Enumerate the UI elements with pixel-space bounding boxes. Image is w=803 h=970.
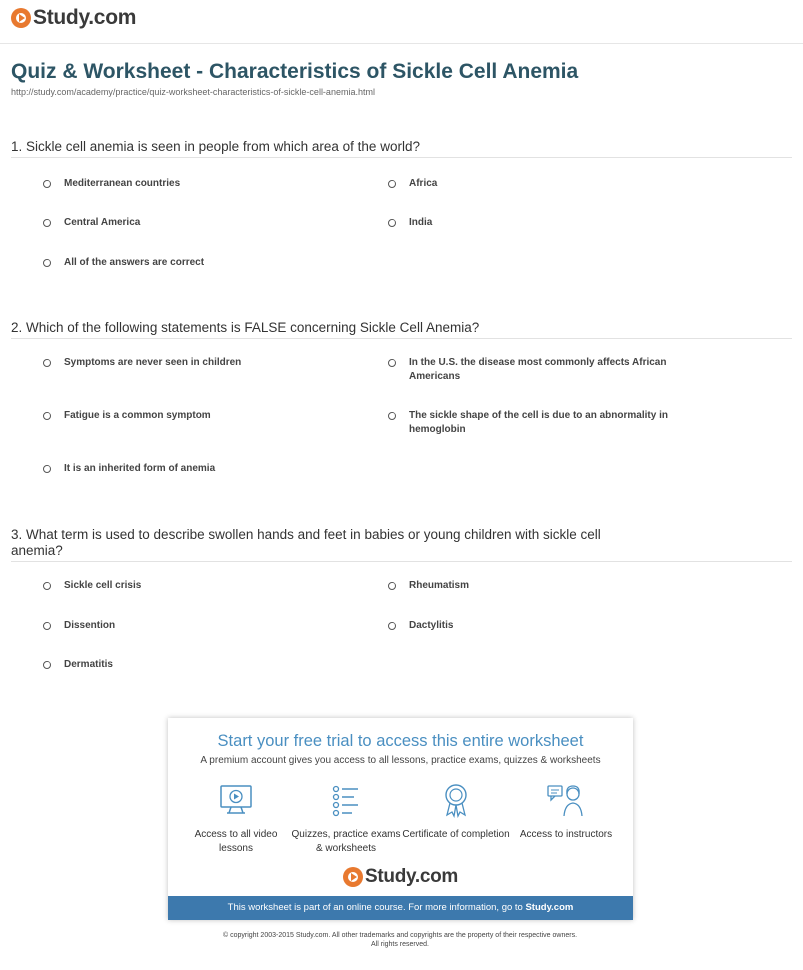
instructor-icon (546, 782, 586, 818)
header-divider (0, 43, 803, 44)
answer-label: Mediterranean countries (64, 178, 181, 189)
radio-button[interactable] (43, 661, 51, 669)
copyright (150, 931, 650, 949)
answer-label: Sickle cell crisis (64, 580, 142, 591)
play-logo-icon (11, 8, 31, 28)
study-logo[interactable] (11, 6, 136, 30)
answer-label: Africa (409, 178, 438, 189)
feature-certificate (401, 782, 511, 842)
radio-button[interactable] (43, 359, 51, 367)
radio-button[interactable] (388, 622, 396, 630)
answer-option[interactable] (43, 658, 343, 672)
answer-label: Dactylitis (409, 620, 454, 631)
feature-label: Access to all video lessons (194, 829, 278, 854)
answer-option[interactable] (388, 216, 688, 230)
feature-video-lessons (181, 782, 291, 856)
promo-study-logo[interactable] (168, 866, 633, 888)
radio-button[interactable] (43, 465, 51, 473)
answer-label: Fatigue is a common symptom (64, 410, 211, 421)
radio-button[interactable] (43, 582, 51, 590)
quiz-list-icon (328, 782, 364, 818)
free-trial-promo (168, 718, 633, 920)
radio-button[interactable] (43, 219, 51, 227)
question-1-text: 1. Sickle cell anemia is seen in people from which area of the world? (11, 139, 420, 154)
answer-label: All of the answers are correct (64, 257, 205, 268)
radio-button[interactable] (43, 180, 51, 188)
promo-bar-text: This worksheet is part of an online course. For more information, go to (227, 902, 526, 913)
radio-button[interactable] (388, 582, 396, 590)
answer-label: Dermatitis (64, 659, 113, 670)
video-lesson-icon (218, 782, 254, 818)
question-1-divider (11, 157, 792, 158)
answer-option[interactable] (43, 462, 343, 476)
feature-label: Certificate of completion (402, 829, 510, 840)
promo-subtitle: A premium account gives you access to all lessons, practice exams, quizzes & worksheets (200, 755, 601, 766)
question-2-text: 2. Which of the following statements is FALSE concerning Sickle Cell Anemia? (11, 320, 480, 335)
answer-label: It is an inherited form of anemia (64, 463, 216, 474)
answer-option[interactable] (388, 177, 688, 191)
answer-label: Rheumatism (409, 580, 470, 591)
answer-option[interactable] (43, 216, 343, 230)
answer-option[interactable] (43, 579, 343, 593)
answer-label: Central America (64, 217, 141, 228)
answer-label: Dissention (64, 620, 116, 631)
question-3-text: 3. What term is used to describe swollen hands and feet in babies or young children with sickle cell anemia? (11, 527, 601, 558)
certificate-icon (438, 782, 474, 818)
answer-label: India (409, 217, 433, 228)
radio-button[interactable] (43, 622, 51, 630)
page-url[interactable]: http://study.com/academy/practice/quiz-worksheet-characteristics-of-sickle-cell-anemia.html (11, 87, 375, 97)
answer-option[interactable] (388, 619, 688, 633)
question-2-divider (11, 338, 792, 339)
copyright-line-1: © copyright 2003-2015 Study.com. All other trademarks and copyrights are the property of their respective owners. (222, 932, 578, 939)
question-3-divider (11, 561, 792, 562)
feature-label: Quizzes, practice exams & worksheets (291, 829, 401, 854)
answer-option[interactable] (43, 619, 343, 633)
radio-button[interactable] (388, 359, 396, 367)
answer-label: In the U.S. the disease most commonly affects African Americans (409, 357, 667, 382)
answer-option[interactable] (43, 409, 343, 423)
answer-label: The sickle shape of the cell is due to an abnormality in hemoglobin (409, 410, 668, 435)
promo-bar-link[interactable]: Study.com (525, 902, 574, 913)
radio-button[interactable] (388, 412, 396, 420)
answer-label: Symptoms are never seen in children (64, 357, 242, 368)
radio-button[interactable] (43, 412, 51, 420)
promo-logo-text: Study.com (364, 866, 458, 887)
page-title: Quiz & Worksheet - Characteristics of Sickle Cell Anemia (11, 60, 579, 83)
promo-info-bar (168, 896, 633, 920)
answer-option[interactable] (43, 356, 343, 370)
answer-option[interactable] (388, 409, 698, 437)
radio-button[interactable] (43, 259, 51, 267)
answer-option[interactable] (43, 256, 343, 270)
play-logo-icon (343, 867, 363, 887)
feature-quizzes (291, 782, 401, 856)
answer-option[interactable] (43, 177, 343, 191)
feature-instructors (511, 782, 621, 842)
logo-text: Study.com (33, 6, 137, 29)
radio-button[interactable] (388, 219, 396, 227)
promo-title[interactable]: Start your free trial to access this entire worksheet (217, 732, 584, 750)
copyright-line-2: All rights reserved. (371, 941, 429, 948)
feature-label: Access to instructors (519, 829, 613, 840)
radio-button[interactable] (388, 180, 396, 188)
answer-option[interactable] (388, 579, 688, 593)
answer-option[interactable] (388, 356, 698, 384)
